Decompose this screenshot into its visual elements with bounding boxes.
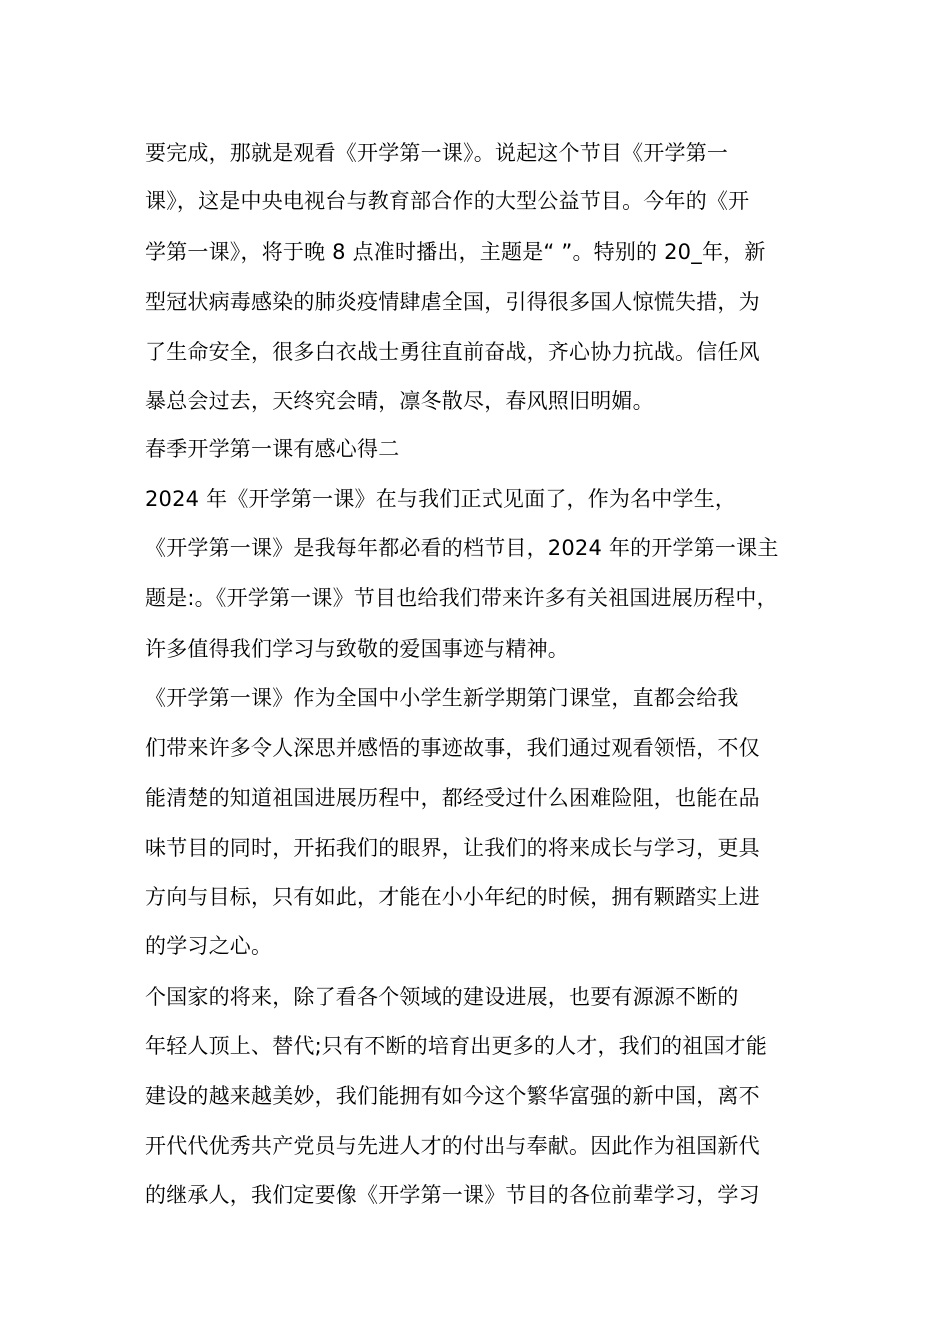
text-line: 要完成，那就是观看《开学第一课》。说起这个节目《开学第一: [145, 141, 729, 165]
text-line: 《开学第一课》作为全国中小学生新学期第门课堂，直都会给我: [145, 686, 739, 710]
text-line: 课》，这是中央电视台与教育部合作的大型公益节目。今年的《开: [145, 189, 750, 213]
text-line: 味节目的同时，开拓我们的眼界，让我们的将来成长与学习，更具: [145, 836, 760, 860]
text-line: 学第一课》，将于晚 8 点准时播出，主题是“ ”。特别的 20_年，新: [145, 240, 766, 264]
text-line: 年轻人顶上、替代;只有不断的培育出更多的人才，我们的祖国才能: [145, 1034, 768, 1058]
text-line: 开代代优秀共产党员与先进人才的付出与奉献。因此作为祖国新代: [145, 1134, 760, 1158]
text-line: 的学习之心。: [145, 934, 273, 958]
text-line: 们带来许多令人深思并感悟的事迹故事，我们通过观看领悟，不仅: [145, 736, 760, 760]
text-line: 型冠状病毒感染的肺炎疫情肆虐全国，引得很多国人惊慌失措，为: [145, 290, 760, 314]
text-line: 的继承人，我们定要像《开学第一课》节目的各位前辈学习，学习: [145, 1183, 760, 1207]
text-line: 个国家的将来，除了看各个领域的建设进展，也要有源源不断的: [145, 985, 739, 1009]
text-line: 题是:。《开学第一课》节目也给我们带来许多有关祖国进展历程中，: [145, 586, 778, 610]
text-line: 建设的越来越美妙，我们能拥有如今这个繁华富强的新中国，离不: [145, 1084, 760, 1108]
text-line: 《开学第一课》是我每年都必看的档节目，2024 年的开学第一课主: [145, 536, 779, 560]
text-line: 许多值得我们学习与致敬的爱国事迹与精神。: [145, 637, 569, 661]
text-line: 2024 年《开学第一课》在与我们正式见面了，作为名中学生，: [145, 487, 737, 511]
text-line: 了生命安全，很多白衣战士勇往直前奋战，齐心协力抗战。信任风: [145, 340, 760, 364]
text-line: 暴总会过去，天终究会晴，凛冬散尽，春风照旧明媚。: [145, 389, 654, 413]
section-heading: 春季开学第一课有感心得二: [145, 437, 400, 461]
text-line: 方向与目标，只有如此，才能在小小年纪的时候，拥有颗踏实上进: [145, 885, 760, 909]
text-line: 能清楚的知道祖国进展历程中，都经受过什么困难险阻，也能在品: [145, 786, 760, 810]
